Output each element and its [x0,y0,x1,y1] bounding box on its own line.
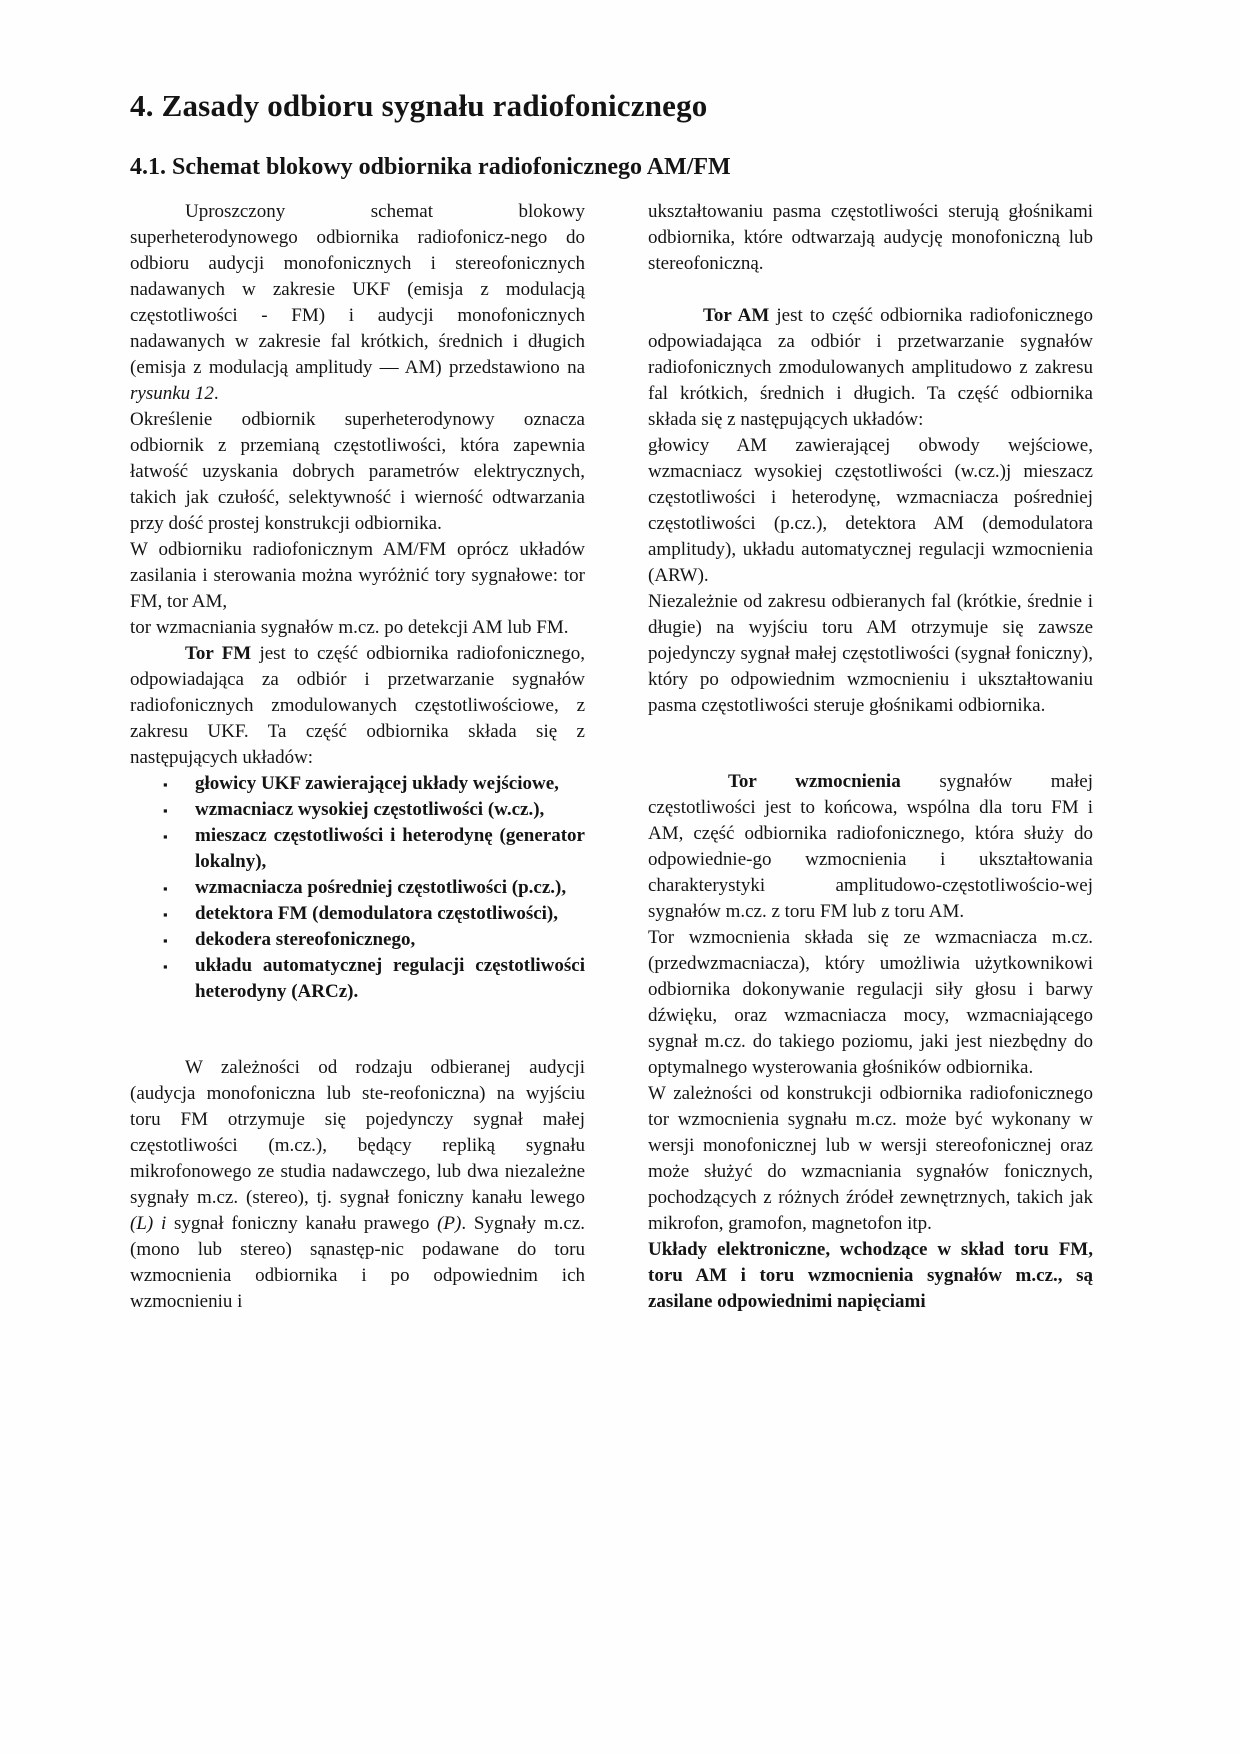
paragraph [130,641,585,771]
text-run: Układy elektroniczne, wchodzące w skład toru FM, toru AM i toru wzmocnienia sygnałów m.cz., są zasilane odpowiednimi napięciami [648,1239,1093,1312]
bullet-item [130,901,585,927]
bullet-list [130,771,585,1005]
text-run: jest to część odbiornika radiofonicznego odpowiadająca za odbiór i przetwarzanie sygnałów radiofonicznych zmodulowanych amplitudowo z zakresu fal krótkich, średnich i długich. Ta część odbiornika składa się z następujących układów: [648,305,1093,430]
text-run: Tor AM [703,305,770,326]
text-run: W zależności od konstrukcji odbiornika radiofonicznego tor wzmocnienia sygnału m.cz. może być wykonany w wersji monofonicznej lub w wersji stereofonicznej oraz może służyć do wzmacniania sygnałów fonicznych, pochodzących z różnych źródeł zewnętrznych, takich jak mikrofon, gramofon, magnetofon itp. [648,1083,1093,1234]
bullet-square-icon: ▪ [163,777,168,792]
paragraph [648,589,1093,719]
text-run: . Sygnały m.cz. (mono lub stereo) sąnastęp-nic podawane do toru wzmocnienia odbiornika i po odpowiednim ich wzmocnieniu i [130,1213,586,1312]
paragraph [130,199,585,407]
bullet-square-icon: ▪ [163,959,168,974]
text-run: Określenie odbiornik superheterodynowy oznacza odbiornik z przemianą częstotliwości, która zapewnia łatwość uzyskania dobrych parametrów elektrycznych, takich jak czułość, selektywność i wierność odtwarzania przy dość prostej konstrukcji odbiornika. [130,409,585,534]
two-column-text [130,199,1093,1315]
bullet-square-icon: ▪ [163,933,168,948]
section-title: 4.1. Schemat blokowy odbiornika radiofonicznego AM/FM [130,154,731,180]
bullet-item [130,927,585,953]
bullet-square-icon: ▪ [163,803,168,818]
bullet-item [130,953,585,1005]
paragraph [648,769,1093,925]
bullet-item [130,797,585,823]
paragraph [648,433,1093,589]
text-column-right [648,199,1093,1315]
paragraph [648,925,1093,1081]
text-run: sygnałów małej częstotliwości jest to końcowa, wspólna dla toru FM i AM, część odbiornika radiofonicznego, która służy do odpowiednie-go wzmocnienia i ukształtowania charakterystyki amplitudowo-częstotliwościo-wej sygnałów m.cz. z toru FM lub z toru AM. [648,771,1094,922]
chapter-title: 4. Zasady odbioru sygnału radiofonicznego [130,88,708,123]
bullet-text: mieszacz częstotliwości i heterodynę (generator lokalny), [195,825,585,872]
text-column-left [130,199,585,1315]
vertical-spacer [648,277,1093,303]
bullet-text: układu automatycznej regulacji częstotliwości heterodyny (ARCz). [195,955,585,1002]
vertical-spacer [648,719,1093,769]
text-run: . [213,383,219,404]
text-run: Niezależnie od zakresu odbieranych fal (krótkie, średnie i długie) na wyjściu toru AM otrzymuje się zawsze pojedynczy sygnał małej częstotliwości (sygnał foniczny), który po odpowiednim wzmocnieniu i ukształtowaniu pasma częstotliwości steruje głośnikami odbiornika. [648,591,1093,716]
bullet-text: wzmacniacz wysokiej częstotliwości (w.cz.), [195,799,545,820]
text-run: Tor wzmocnienia [728,771,901,792]
text-run: tor wzmacniania sygnałów m.cz. po detekcji AM lub FM. [130,617,569,638]
text-run: głowicy AM zawierającej obwody wejściowe, wzmacniacz wysokiej częstotliwości (w.cz.)j mieszacz częstotliwości i heterodynę, wzmacniacza pośredniej częstotliwości (p.cz.), detektora AM (demodulatora amplitudy), układu automatycznej regulacji wzmocnienia (ARW). [648,435,1093,586]
paragraph [648,199,1093,277]
bullet-square-icon: ▪ [163,907,168,922]
paragraph [130,407,585,537]
text-run: Uproszczony schemat blokowy superheterodynowego odbiornika radiofonicz-nego do odbioru audycji monofonicznych i stereofonicznych nadawanych w zakresie UKF (emisja z modulacją częstotliwości - FM) i audycji monofonicznych nadawanych w zakresie fal krótkich, średnich i długich (emisja z modulacją amplitudy — AM) przedstawiono na [130,201,585,378]
bullet-item [130,875,585,901]
bullet-square-icon: ▪ [163,881,168,896]
text-run: W zależności od rodzaju odbieranej audycji (audycja monofoniczna lub ste-reofoniczna) na wyjściu toru FM otrzymuje się pojedynczy sygnał małej częstotliwości (m.cz.), będący repliką sygnału mikrofonowego ze studia nadawczego, lub dwa niezależne sygnały m.cz. (stereo), tj. sygnał foniczny kanału lewego [130,1057,585,1208]
paragraph [648,1081,1093,1237]
vertical-spacer [130,1005,585,1055]
text-run: sygnał foniczny kanału prawego [166,1213,438,1234]
bullet-text: dekodera stereofonicznego, [195,929,416,950]
bullet-item [130,823,585,875]
text-run: W odbiorniku radiofonicznym AM/FM oprócz układów zasilania i sterowania można wyróżnić tory sygnałowe: tor FM, tor AM, [130,539,585,612]
text-run: rysunku 12 [130,383,214,404]
bullet-square-icon: ▪ [163,829,168,844]
text-run: ukształtowaniu pasma częstotliwości sterują głośnikami odbiornika, które odtwarzają audycję monofoniczną lub stereofoniczną. [648,201,1093,274]
text-run: Tor FM [185,643,252,664]
paragraph [130,537,585,615]
paragraph [648,303,1093,433]
bullet-text: detektora FM (demodulatora częstotliwości), [195,903,559,924]
text-run: (P) [437,1213,462,1234]
bullet-item [130,771,585,797]
text-run: Tor wzmocnienia składa się ze wzmacniacza m.cz. (przedwzmacniacza), który umożliwia użytkownikowi odbiornika dokonywanie regulacji siły głosu i barwy dźwięku, oraz wzmacniacza mocy, wzmacniającego sygnał m.cz. do takiego poziomu, jaki jest niezbędny do optymalnego wysterowania głośników odbiornika. [648,927,1093,1078]
paragraph [130,1055,585,1315]
paragraph [648,1237,1093,1315]
bullet-text: głowicy UKF zawierającej układy wejściowe, [195,773,559,794]
bullet-text: wzmacniacza pośredniej częstotliwości (p.cz.), [195,877,567,898]
paragraph [130,615,585,641]
text-run: (L) i [130,1213,167,1234]
text-run: jest to część odbiornika radiofonicznego, odpowiadająca za odbiór i przetwarzanie sygnałów radiofonicznych zmodulowanych częstotliwościowe, z zakresu UKF. Ta część odbiornika składa się z następujących układów: [130,643,585,768]
